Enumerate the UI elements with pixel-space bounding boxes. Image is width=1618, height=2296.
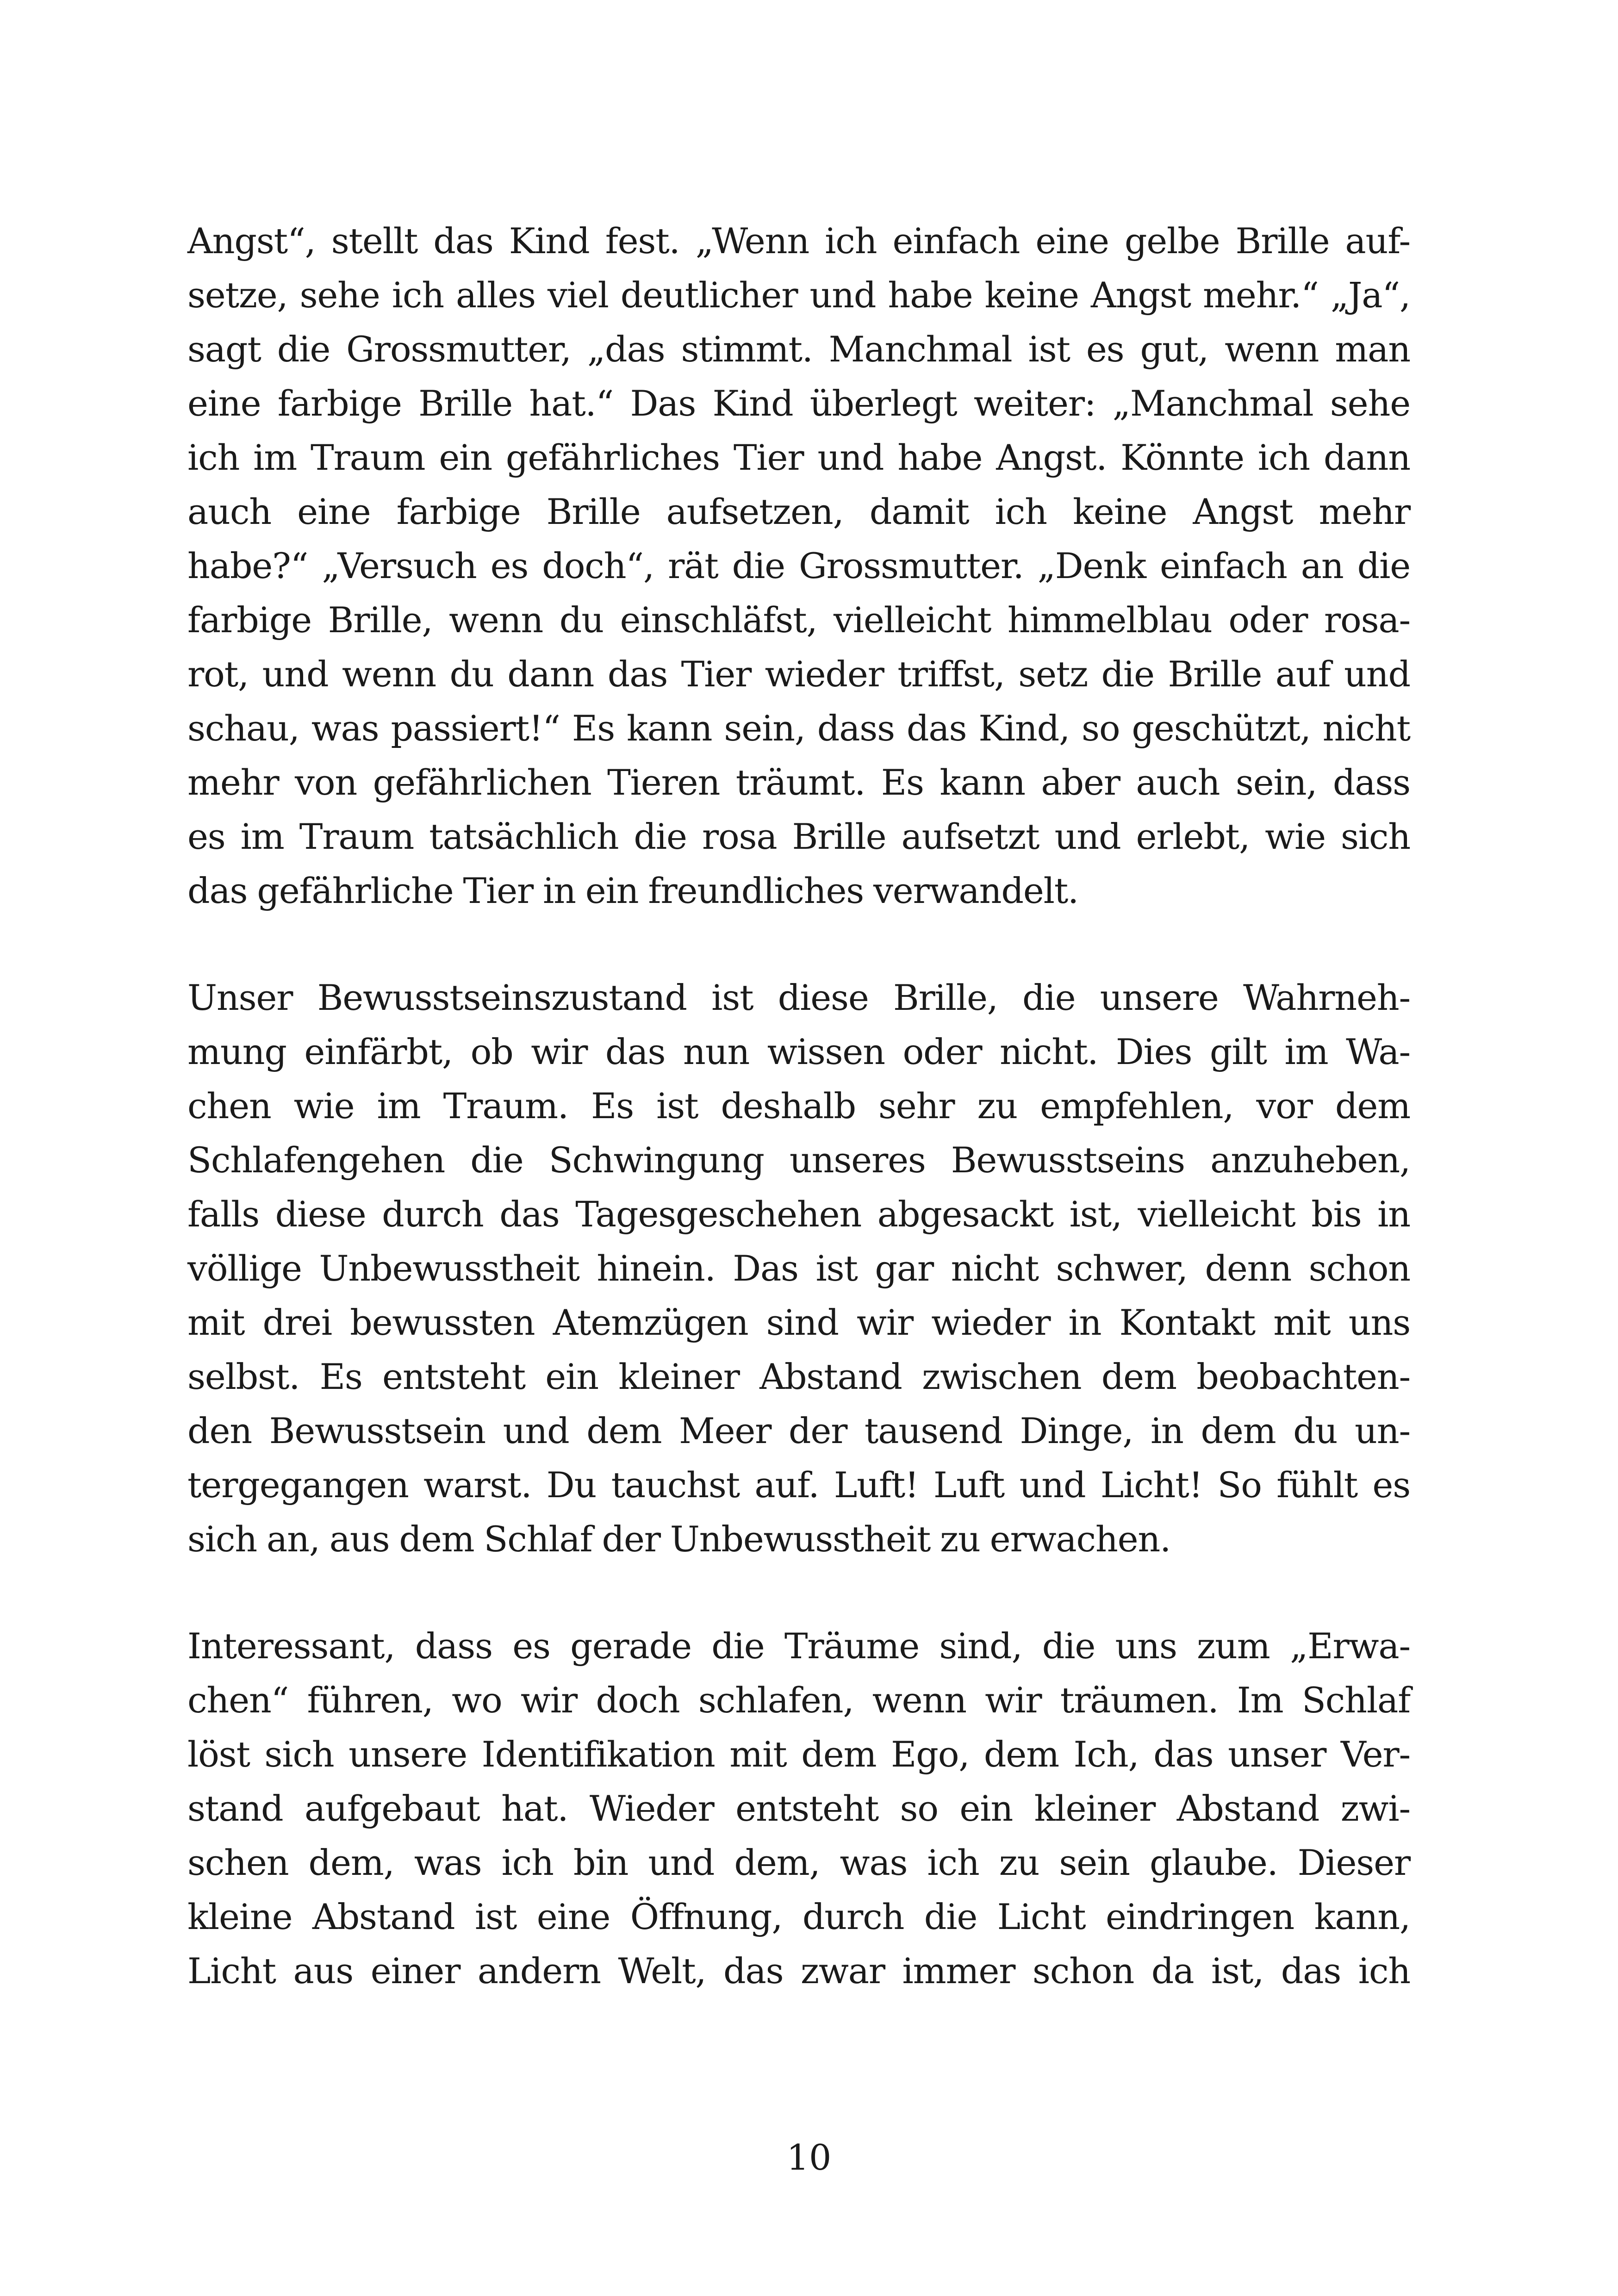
text-line: farbige Brille, wenn du einschläfst, vielleicht himmelblau oder rosa- [187,599,1410,641]
text-line: sagt die Grossmutter, „das stimmt. Manchmal ist es gut, wenn man [187,329,1410,370]
paragraph [187,214,1410,918]
page-number: 10 [786,2137,832,2178]
text-line: chen wie im Traum. Es ist deshalb sehr zu empfehlen, vor dem [187,1085,1410,1126]
text-line: Interessant, dass es gerade die Träume sind, die uns zum „Erwa- [187,1625,1410,1667]
text-line: völlige Unbewusstheit hinein. Das ist gar nicht schwer, denn schon [187,1248,1410,1289]
text-line: kleine Abstand ist eine Öffnung, durch die Licht eindringen kann, [187,1896,1410,1937]
text-line: auch eine farbige Brille aufsetzen, damit ich keine Angst mehr [187,491,1410,532]
text-line: mehr von gefährlichen Tieren träumt. Es kann aber auch sein, dass [187,762,1410,803]
text-line: es im Traum tatsächlich die rosa Brille aufsetzt und erlebt, wie sich [187,816,1410,857]
text-line: den Bewusstsein und dem Meer der tausend Dinge, in dem du un- [187,1410,1410,1451]
text-line: falls diese durch das Tagesgeschehen abgesackt ist, vielleicht bis in [187,1194,1410,1235]
text-line: schen dem, was ich bin und dem, was ich zu sein glaube. Dieser [187,1842,1410,1883]
text-line: Licht aus einer andern Welt, das zwar immer schon da ist, das ich [187,1950,1410,1991]
text-line: setze, sehe ich alles viel deutlicher und habe keine Angst mehr.“ „Ja“, [187,274,1410,316]
body-text [187,214,1410,2051]
text-line: das gefährliche Tier in ein freundliches verwandelt. [187,870,1079,911]
paragraph [187,1619,1410,1998]
text-line: sich an, aus dem Schlaf der Unbewusstheit zu erwachen. [187,1518,1171,1560]
text-line: mung einfärbt, ob wir das nun wissen oder nicht. Dies gilt im Wa- [187,1031,1410,1072]
paragraph [187,971,1410,1566]
text-line: rot, und wenn du dann das Tier wieder triffst, setz die Brille auf und [187,653,1410,695]
text-line: ich im Traum ein gefährliches Tier und habe Angst. Könnte ich dann [187,437,1410,478]
text-line: Angst“, stellt das Kind fest. „Wenn ich einfach eine gelbe Brille auf- [187,220,1410,261]
text-line: selbst. Es entsteht ein kleiner Abstand zwischen dem beobachten- [187,1356,1410,1397]
text-line: mit drei bewussten Atemzügen sind wir wieder in Kontakt mit uns [187,1302,1410,1343]
text-line: löst sich unsere Identifikation mit dem Ego, dem Ich, das unser Ver- [187,1734,1410,1775]
text-line: tergegangen warst. Du tauchst auf. Luft! Luft und Licht! So fühlt es [187,1464,1410,1506]
text-line: chen“ führen, wo wir doch schlafen, wenn wir träumen. Im Schlaf [187,1680,1410,1721]
text-line: eine farbige Brille hat.“ Das Kind überlegt weiter: „Manchmal sehe [187,383,1410,424]
text-line: Schlafengehen die Schwingung unseres Bewusstseins anzuheben, [187,1139,1410,1181]
text-line: stand aufgebaut hat. Wieder entsteht so ein kleiner Abstand zwi- [187,1788,1410,1829]
text-line: schau, was passiert!“ Es kann sein, dass das Kind, so geschützt, nicht [187,708,1410,749]
text-line: Unser Bewusstseinszustand ist diese Brille, die unsere Wahrneh- [187,977,1410,1018]
text-line: habe?“ „Versuch es doch“, rät die Grossmutter. „Denk einfach an die [187,545,1410,586]
